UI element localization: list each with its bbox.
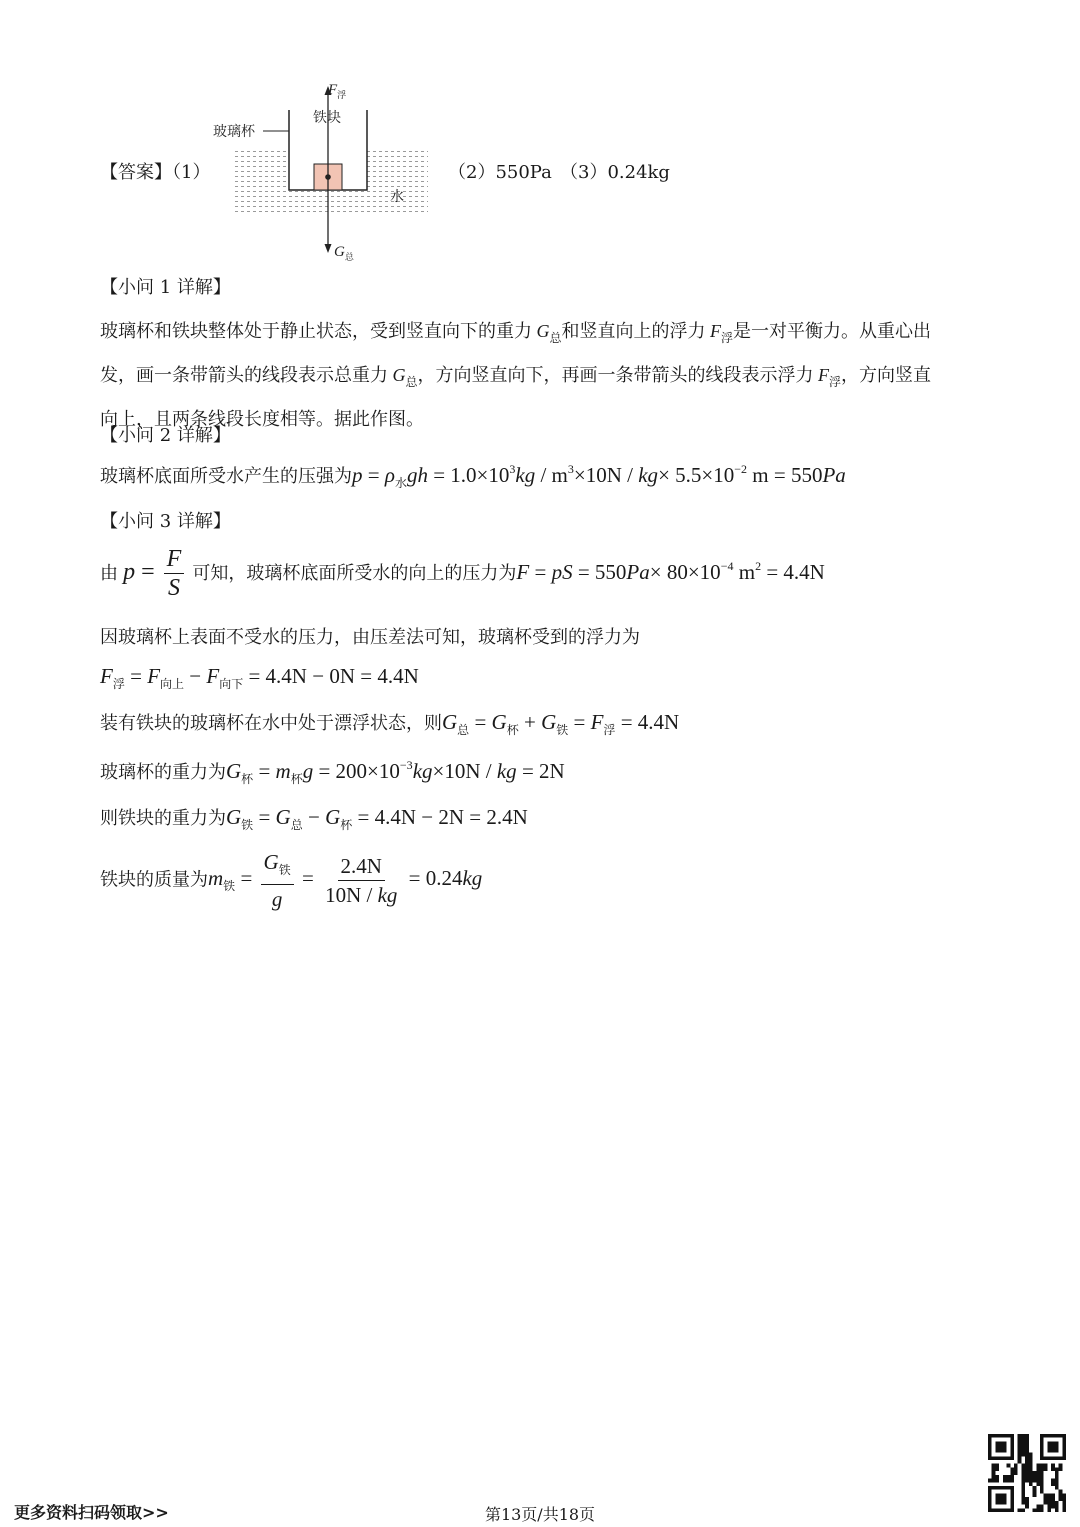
- q3-line4: 装有铁块的玻璃杯在水中处于漂浮状态，则$G_总 = G_杯 + G_铁 = F_浮 = 4.4N$: [100, 710, 680, 737]
- f-float-label: $F_浮$: [328, 82, 347, 101]
- answer-part2: （2）550Pa: [448, 162, 552, 183]
- q1-paragraph: 玻璃杯和铁块整体处于静止状态，受到竖直向下的重力 $G_总$和竖直向上的浮力 $F_浮$是一对平衡力。从重心出 发，画一条带箭头的线段表示总重力 $G_总$，方向竖直向下，再画一条带箭头的线段表示浮力 $F_浮$，方向竖直 向上，且两条线段长度相等。据此作图。: [100, 321, 932, 430]
- q2-formula-line: 玻璃杯底面所受水产生的压强为$p = \rho_水gh = 1.0\times 10^3kg / m^3\times 10N / kg\times 5.5\times 10^{-2}$ m = 550Pa: [100, 462, 846, 490]
- center-of-gravity: [325, 174, 331, 180]
- q3-line6: 则铁块的重力为$G_铁 = G_总 - G_杯 = 4.4N - 2N = 2.4N$: [100, 805, 528, 832]
- footer-more-resources-link[interactable]: 更多资料扫码领取>>: [14, 1503, 169, 1522]
- answer-label: 【答案】（1）: [100, 162, 211, 183]
- water-label: 水: [390, 189, 404, 205]
- q3-line3: $F_浮 = F_{向上} - F_{向下} = 4.4N - 0N = 4.4N$: [100, 664, 419, 691]
- q3-heading: 【小问 3 详解】: [100, 511, 231, 532]
- page-number: 第13页/共18页: [484, 1505, 596, 1524]
- q2-heading: 【小问 2 详解】: [100, 425, 231, 446]
- glass-cup-label: 玻璃杯: [213, 124, 255, 140]
- q3-line1: 由 p = $\frac{F}{S}$ 可知，玻璃杯底面所受水的向上的压力为F = pS = $550Pa\times 80\times 10^{-4}$ $m^2 = 4.4N$: [100, 546, 825, 601]
- q3-line2: 因玻璃杯上表面不受水的压力，由压差法可知，玻璃杯受到的浮力为: [100, 627, 640, 648]
- qr-code[interactable]: [988, 1434, 1066, 1512]
- answer-part3: （3）0.24kg: [560, 162, 670, 183]
- buoyancy-diagram: [205, 80, 440, 265]
- q1-heading: 【小问 1 详解】: [100, 277, 231, 298]
- q3-line5: 玻璃杯的重力为$G_杯 = m_杯g = 200\times 10^{-3}kg\times 10N$ / kg = 2N: [100, 758, 565, 786]
- g-total-label: $G_总$: [334, 244, 354, 263]
- iron-block-label: 铁块: [313, 110, 341, 126]
- q3-line7: 铁块的质量为$m_铁$ = $\frac{G_铁}{g}$ = $\frac{2.4N}{10N / kg}$ = 0.24kg: [100, 850, 483, 911]
